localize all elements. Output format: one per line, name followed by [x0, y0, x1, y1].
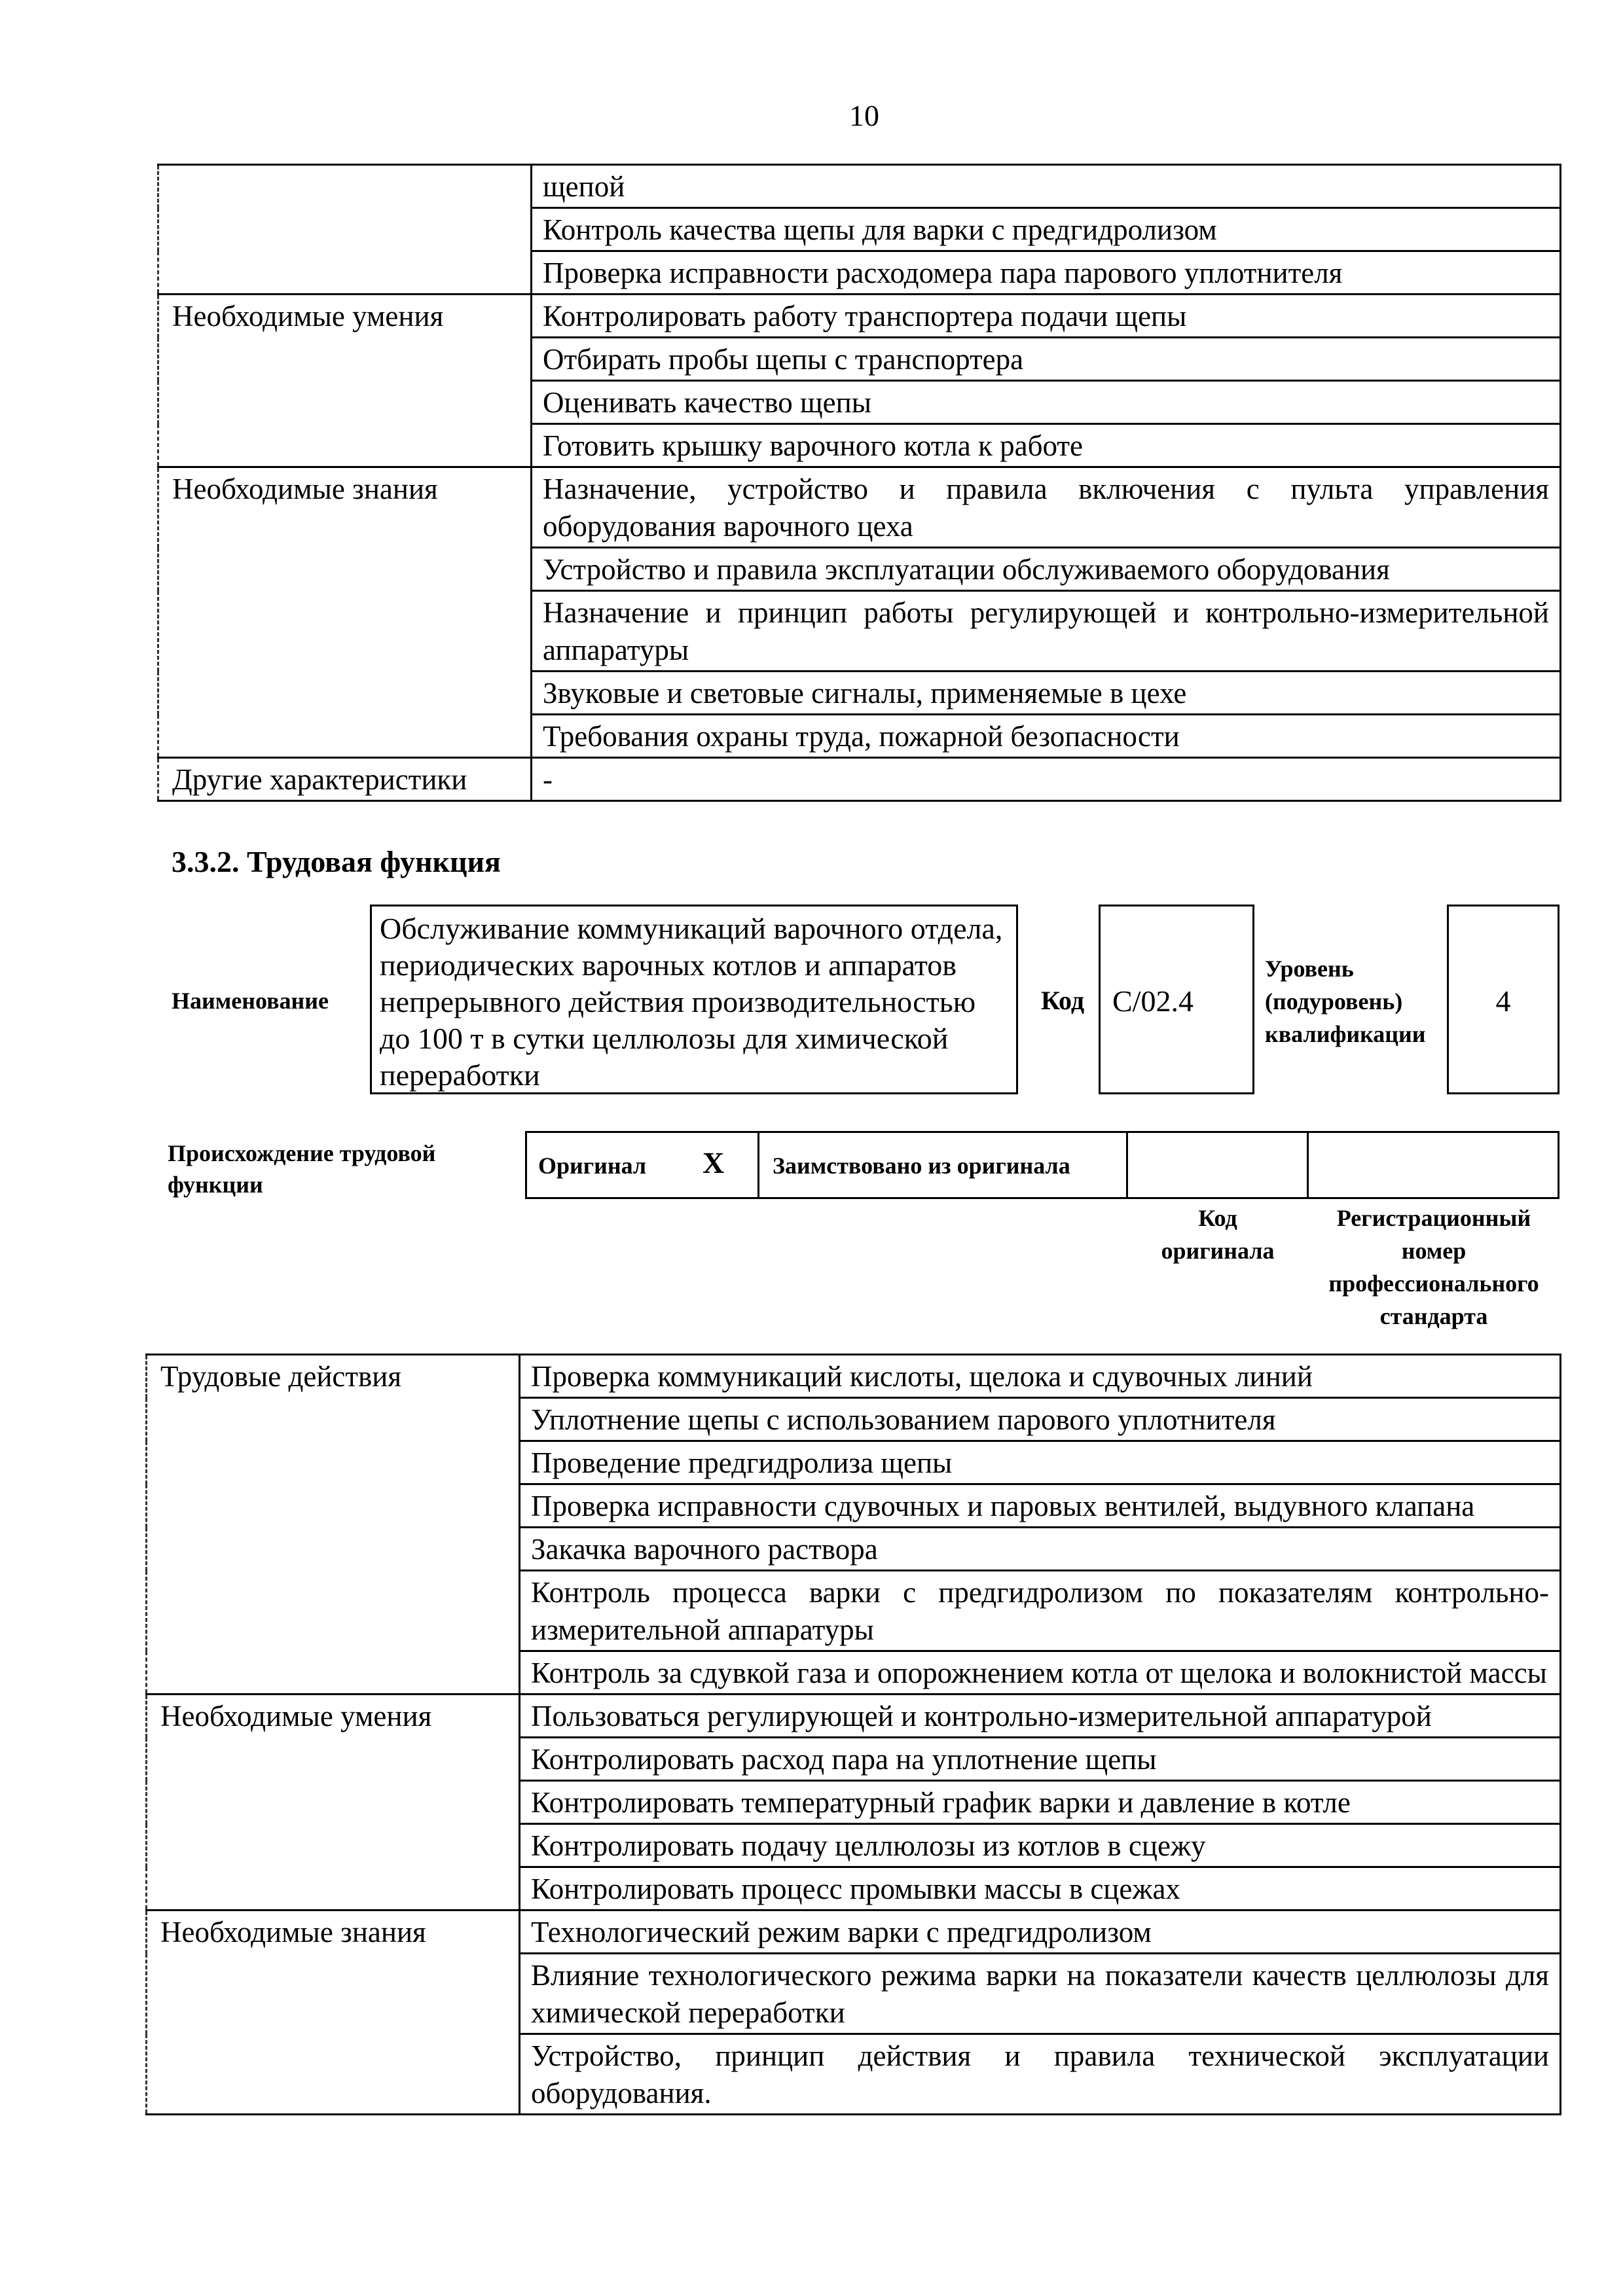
table-row: Отбирать пробы щепы с транспортера [532, 338, 1561, 381]
table-row: Проведение предгидролиза щепы [520, 1441, 1561, 1484]
table-row: Контролировать температурный график варки и давление в котле [520, 1781, 1561, 1824]
top-table-label-continued [158, 165, 532, 295]
level-label: Уровень (подуровень) квалификации [1265, 956, 1426, 1047]
table-row: Контроль процесса варки с предгидролизом по показателям контрольно-измерительной аппаратуры [520, 1571, 1561, 1651]
table-row: Пользоваться регулирующей и контрольно-измерительной аппаратурой [520, 1695, 1561, 1738]
row-label-skills: Необходимые умения [147, 1695, 520, 1910]
bottom-table [145, 1354, 1561, 2115]
origin-divider-2 [1126, 1131, 1128, 1199]
row-label-other: Другие характеристики [158, 758, 532, 801]
orig-code-caption: Код оригинала [1161, 1205, 1275, 1264]
table-row: Оценивать качество щепы [532, 381, 1561, 424]
table-row: Проверка исправности расходомера пара парового уплотнителя [532, 251, 1561, 295]
table-row: Влияние технологического режима варки на показатели качеств целлюлозы для химической переработки [520, 1954, 1561, 2034]
table-row: Звуковые и световые сигналы, применяемые в цехе [532, 672, 1561, 715]
original-mark: X [702, 1146, 725, 1179]
origin-divider-3 [1307, 1131, 1309, 1199]
table-row: щепой [532, 165, 1561, 208]
table-row: Устройство, принцип действия и правила технической эксплуатации оборудования. [520, 2034, 1561, 2115]
page-number: 10 [849, 99, 879, 132]
code-value: C/02.4 [1112, 984, 1194, 1018]
row-label-knowledge: Необходимые знания [158, 467, 532, 758]
code-value-box [1099, 905, 1254, 1094]
table-row: Контролировать процесс промывки массы в сцежах [520, 1867, 1561, 1910]
level-value: 4 [1495, 984, 1511, 1018]
section-heading: 3.3.2. Трудовая функция [172, 845, 501, 878]
table-row: Назначение и принцип работы регулирующей и контрольно-измерительной аппаратуры [532, 591, 1561, 672]
table-row: Проверка коммуникаций кислоты, щелока и сдувочных линий [520, 1355, 1561, 1398]
code-label: Код [1041, 986, 1085, 1015]
table-row: Назначение, устройство и правила включения с пульта управления оборудования варочного цеха [532, 467, 1561, 548]
reg-number-caption: Регистрационный номер профессионального стандарта [1328, 1205, 1539, 1329]
origin-label: Происхождение трудовой функции [168, 1140, 436, 1198]
table-row: Проверка исправности сдувочных и паровых вентилей, выдувного клапана [520, 1484, 1561, 1528]
name-label: Наименование [172, 988, 329, 1014]
table-row: Контроль за сдувкой газа и опорожнением котла от щелока и волокнистой массы [520, 1651, 1561, 1695]
level-value-box [1447, 905, 1559, 1094]
name-value: Обслуживание коммуникаций варочного отдела, периодических варочных котлов и аппаратов непрерывного действия производительностью до 100 т в сутки целлюлозы для химической переработки [380, 912, 1003, 1092]
row-label-skills: Необходимые умения [158, 295, 532, 467]
row-label-actions: Трудовые действия [147, 1355, 520, 1695]
table-row: Технологический режим варки с предгидролизом [520, 1910, 1561, 1954]
table-row: Контролировать подачу целлюлозы из котлов в сцежу [520, 1824, 1561, 1867]
row-label-knowledge: Необходимые знания [147, 1910, 520, 2115]
table-row: Устройство и правила эксплуатации обслуживаемого оборудования [532, 548, 1561, 591]
table-row: - [532, 758, 1561, 801]
table-row: Готовить крышку варочного котла к работе [532, 424, 1561, 467]
original-label: Оригинал [538, 1153, 647, 1179]
table-row: Контролировать расход пара на уплотнение щепы [520, 1738, 1561, 1781]
table-row: Контроль качества щепы для варки с предгидролизом [532, 208, 1561, 251]
table-row: Требования охраны труда, пожарной безопасности [532, 715, 1561, 758]
borrowed-label: Заимствовано из оригинала [773, 1153, 1070, 1179]
top-table [157, 164, 1561, 802]
table-row: Закачка варочного раствора [520, 1528, 1561, 1571]
table-row: Уплотнение щепы с использованием парового уплотнителя [520, 1398, 1561, 1441]
table-row: Контролировать работу транспортера подачи щепы [532, 295, 1561, 338]
origin-divider-1 [757, 1131, 759, 1199]
name-value-box [370, 905, 1018, 1094]
